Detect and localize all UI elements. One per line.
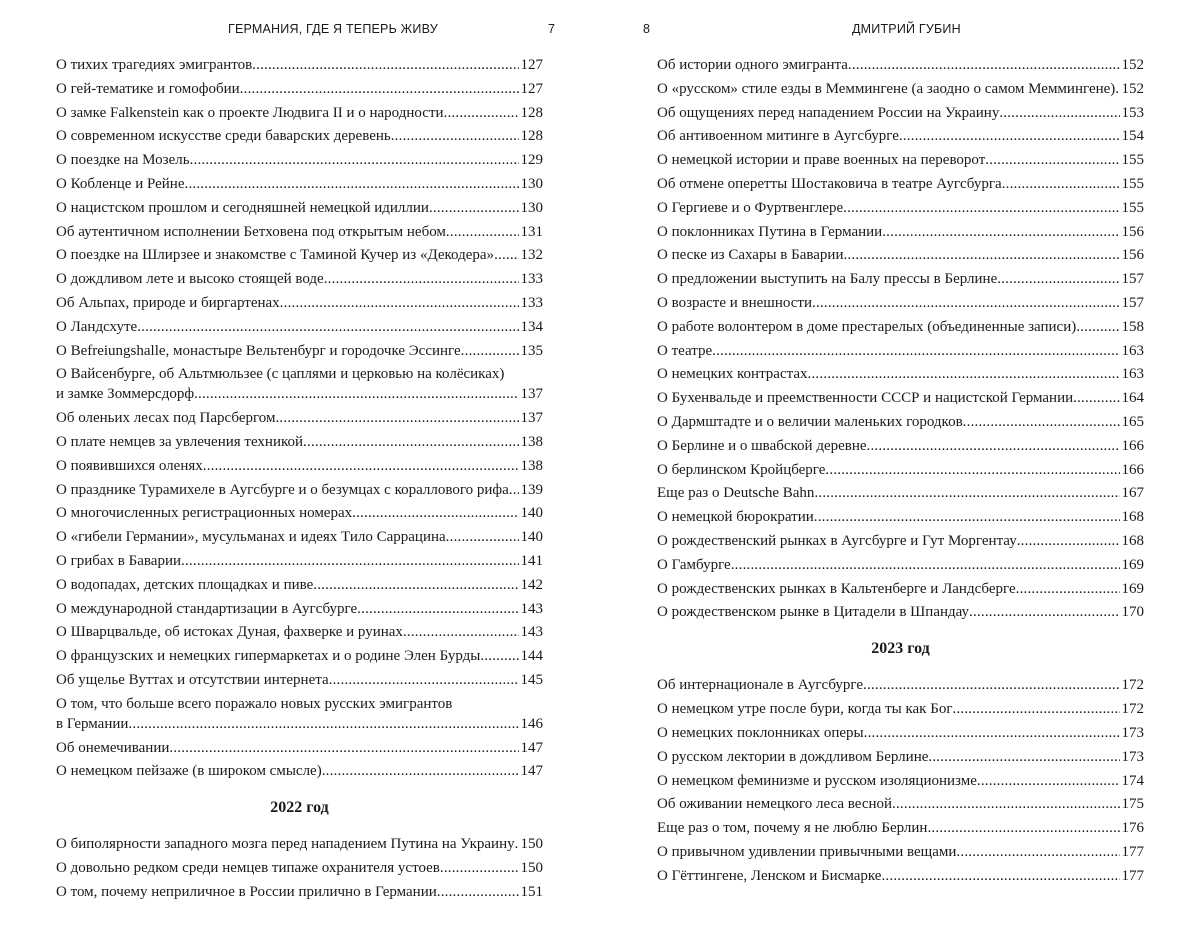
toc-entry: [657, 483, 1144, 503]
toc-entry-title: О Befreiungshalle, монастыре Вельтенбург и городочке Эссинге: [56, 342, 461, 359]
toc-entry-title: О «гибели Германии», мусульманах и идеях Тило Саррацина: [56, 529, 446, 546]
toc-entry-title: Об онемечивании: [56, 739, 170, 756]
toc-entry-title: О театре: [657, 342, 713, 359]
dot-leader: [322, 761, 519, 781]
toc-entry-title: Об ощущениях перед нападением России на Украину: [657, 104, 1000, 121]
toc-entry: [657, 79, 1144, 99]
toc-entry: [56, 599, 543, 619]
toc-entry-title: О поклонниках Путина в Германии: [657, 223, 883, 240]
toc-entry-title: О Дармштадте и о величии маленьких городков: [657, 413, 963, 430]
dot-leader: [963, 412, 1120, 432]
toc-entry: [657, 222, 1144, 242]
toc-entry-page: 168: [1121, 509, 1144, 526]
dot-leader: [812, 293, 1119, 313]
toc-entry: [56, 198, 543, 218]
toc-entry-title: О поездке на Шлирзее и знакомстве с Таминой Кучер из «Декодера»: [56, 247, 495, 264]
toc-entry-title: О Берлине и о швабской деревне: [657, 437, 867, 454]
toc-entry-page: 128: [520, 128, 543, 145]
toc-entry: [657, 341, 1144, 361]
toc-entry-title: О празднике Турамихеле в Аугсбурге и о безумцах с кораллового рифа: [56, 481, 509, 498]
dot-leader: [137, 317, 518, 337]
toc-entry-title: О рождественский рынках в Аугсбурге и Гут Моргентау: [657, 532, 1017, 549]
toc-entry: [657, 818, 1144, 838]
toc-entry-page: 170: [1121, 604, 1144, 621]
toc-entry-title: О Гёттингене, Ленском и Бисмарке: [657, 867, 882, 884]
dot-leader: [1073, 388, 1119, 408]
toc-section: [657, 55, 1144, 622]
toc-entry: [657, 388, 1144, 408]
toc-entry: [56, 527, 543, 547]
toc-entry-title: О тихих трагедиях эмигрантов: [56, 57, 253, 73]
toc-entry: [56, 761, 543, 781]
toc-entry: [657, 675, 1144, 695]
toc-entry-title: О появившихся оленях: [56, 457, 203, 474]
toc-entry-page: 177: [1121, 867, 1144, 884]
toc-entry-page: 152: [1121, 80, 1144, 97]
toc-entry-title: в Германии: [56, 715, 129, 732]
toc-entry-title: О «русском» стиле езды в Меммингене (а заодно о самом Меммингене): [657, 80, 1116, 97]
toc-entry: [657, 747, 1144, 767]
toc-entry: [657, 126, 1144, 146]
dot-leader: [446, 222, 519, 242]
toc-entry: [56, 103, 543, 123]
toc-entry: [657, 507, 1144, 527]
toc-entry-title: О возрасте и внешности: [657, 294, 813, 311]
dot-leader: [843, 245, 1119, 265]
toc-entry: [56, 222, 543, 242]
dot-leader: [429, 198, 519, 218]
toc-entry-page: 130: [520, 199, 543, 216]
toc-entry: [657, 794, 1144, 814]
dot-leader: [927, 818, 1119, 838]
toc-section: [56, 834, 543, 902]
dot-leader: [275, 408, 518, 428]
dot-leader: [444, 103, 519, 123]
toc-entry-page: 177: [1121, 843, 1144, 860]
toc-entry-title: Об оленьих лесах под Парсбергом: [56, 410, 276, 427]
toc-entry: [56, 503, 543, 523]
dot-leader: [731, 555, 1120, 575]
toc-entry: [56, 646, 543, 666]
toc-entry: [56, 408, 543, 428]
dot-leader: [814, 507, 1120, 527]
toc-entry: [657, 460, 1144, 480]
dot-leader: [352, 503, 518, 523]
dot-leader: [1017, 531, 1120, 551]
page-number: 7: [548, 22, 556, 36]
toc-entry: [657, 866, 1144, 886]
toc-entry: [657, 317, 1144, 337]
toc-entry-title: О русском лектории в дождливом Берлине: [657, 748, 929, 765]
dot-leader: [437, 882, 519, 902]
toc-entry-page: 169: [1121, 580, 1144, 597]
running-header-title: ДМИТРИЙ ГУБИН: [852, 22, 961, 36]
toc-entry-page: 147: [520, 763, 543, 780]
toc-entry-page: 133: [520, 271, 543, 288]
toc-entry: [657, 771, 1144, 791]
toc-entry: [56, 293, 543, 313]
dot-leader: [181, 551, 518, 571]
toc-entry-page: 172: [1121, 677, 1144, 694]
toc-entry: [56, 55, 543, 75]
toc-section: [657, 675, 1144, 885]
toc-entry-page: 165: [1121, 413, 1144, 430]
toc-entry-title: О Кобленце и Рейне: [56, 175, 185, 192]
toc-entry-page: 127: [520, 80, 543, 97]
dot-leader: [956, 842, 1119, 862]
toc-entry-page: 166: [1121, 461, 1144, 478]
toc-entry: [657, 150, 1144, 170]
toc-entry-page: 127: [520, 57, 543, 73]
year-heading: 2022 год: [270, 799, 329, 817]
toc-entry-title: О Бухенвальде и преемственности СССР и нацистской Германии: [657, 390, 1074, 407]
toc-entry-page: 158: [1121, 318, 1144, 335]
toc-entry-title: О международной стандартизации в Аугсбурге: [56, 600, 358, 617]
toc-entry-title: О многочисленных регистрационных номерах: [56, 505, 353, 522]
toc-entry-page: 155: [1121, 175, 1144, 192]
dot-leader: [1016, 579, 1120, 599]
dot-leader: [391, 126, 519, 146]
toc-entry: [56, 551, 543, 571]
dot-leader: [864, 723, 1120, 743]
toc-entry-title: О поездке на Мозель: [56, 152, 190, 169]
toc-entry-page: 168: [1121, 532, 1144, 549]
right-page: [600, 0, 1200, 925]
toc-entry-title: Об оживании немецкого леса весной: [657, 796, 893, 813]
toc-entry: [56, 622, 543, 642]
toc-entry-page: 173: [1121, 748, 1144, 765]
running-header-title: ГЕРМАНИЯ, ГДЕ Я ТЕПЕРЬ ЖИВУ: [228, 22, 438, 36]
toc-entry-page: 128: [520, 104, 543, 121]
dot-leader: [440, 858, 519, 878]
toc-entry: [56, 364, 543, 404]
toc-entry-page: 144: [520, 648, 543, 665]
dot-leader: [899, 126, 1120, 146]
toc-entry-title: Об отмене оперетты Шостаковича в театре Аугсбурга: [657, 175, 1002, 192]
toc-entry: [56, 126, 543, 146]
dot-leader: [997, 269, 1119, 289]
toc-entry-title: О современном искусстве среди баварских деревень: [56, 128, 391, 145]
toc-entry: [657, 245, 1144, 265]
toc-entry: [657, 555, 1144, 575]
toc-entry-page: 151: [520, 883, 543, 900]
toc-entry: [56, 738, 543, 758]
toc-entry-page: 145: [520, 671, 543, 688]
toc-entry: [56, 79, 543, 99]
toc-entry-page: 175: [1121, 796, 1144, 813]
toc-entry: [56, 858, 543, 878]
toc-entry-page: 140: [520, 505, 543, 522]
dot-leader: [461, 341, 519, 361]
toc-entry: [657, 699, 1144, 719]
toc-entry-title: О рождественском рынке в Цитадели в Шпандау: [657, 604, 970, 621]
toc-entry: [657, 364, 1144, 384]
toc-entry-title: О работе волонтером в доме престарелых (объединенные записи): [657, 318, 1077, 335]
toc-entry: [657, 103, 1144, 123]
dot-leader: [194, 384, 518, 404]
toc-entry: [657, 198, 1144, 218]
toc-entry-title: О французских и немецких гипермаркетах и о родине Элен Бурды: [56, 648, 481, 665]
dot-leader: [313, 575, 518, 595]
toc-entry-title: О довольно редком среди немцев типаже охранителя устоев: [56, 860, 440, 877]
toc-entry-title: О немецких контрастах: [657, 366, 808, 383]
toc-entry-page: 147: [520, 739, 543, 756]
toc-entry: [56, 317, 543, 337]
toc-entry: [657, 293, 1144, 313]
toc-entry-title: Еще раз о том, почему я не люблю Берлин: [657, 820, 928, 837]
toc-entry-title-line1: О Вайсенбурге, об Альтмюльзее (с цаплями и церковью на колёсиках): [56, 366, 505, 383]
dot-leader: [814, 483, 1119, 503]
toc-entry-page: 169: [1121, 556, 1144, 573]
toc-entry-page: 156: [1121, 247, 1144, 264]
toc-entry-title: О дождливом лете и высоко стоящей воде: [56, 271, 324, 288]
dot-leader: [203, 456, 519, 476]
toc-entry-page: 150: [520, 860, 543, 877]
toc-entry: [56, 694, 543, 734]
toc-entry-title: О берлинском Кройцберге: [657, 461, 826, 478]
toc-entry-title: О Гамбурге: [657, 556, 731, 573]
toc-entry-title: О плате немцев за увлечения техникой: [56, 433, 304, 450]
toc-entry-page: 163: [1121, 342, 1144, 359]
toc-entry: [56, 150, 543, 170]
toc-entry-title: О немецких поклонниках оперы: [657, 724, 864, 741]
toc-entry: [56, 432, 543, 452]
toc-entry-page: 143: [520, 624, 543, 641]
dot-leader: [1002, 174, 1120, 194]
dot-leader: [324, 269, 519, 289]
toc-entry-title: Об Альпах, природе и биргартенах: [56, 294, 280, 311]
dot-leader: [848, 55, 1120, 75]
dot-leader: [953, 699, 1120, 719]
toc-entry-page: 157: [1121, 271, 1144, 288]
toc-entry-title: О немецком утре после бури, когда ты как Бог: [657, 701, 953, 718]
toc-entry-page: 132: [520, 247, 543, 264]
dot-leader: [867, 436, 1120, 456]
toc-entry-title: О Ландсхуте: [56, 318, 138, 335]
toc-entry-page: 138: [520, 457, 543, 474]
toc-entry-page: 174: [1121, 772, 1144, 789]
dot-leader: [1076, 317, 1119, 337]
toc-entry-page: 173: [1121, 724, 1144, 741]
toc-entry-title: О предложении выступить на Балу прессы в Берлине: [657, 271, 998, 288]
toc-entry: [657, 602, 1144, 622]
dot-leader: [403, 622, 519, 642]
toc-entry-page: 146: [520, 715, 543, 732]
toc-entry: [657, 579, 1144, 599]
dot-leader: [892, 794, 1119, 814]
toc-entry: [56, 341, 543, 361]
toc-entry-title: О рождественских рынках в Кальтенберге и Ландсберге: [657, 580, 1016, 597]
toc-entry-title-line1: О том, что больше всего поражало новых русских эмигрантов: [56, 695, 453, 712]
toc-entry-title: Об антивоенном митинге в Аугсбурге: [657, 128, 899, 145]
toc-entry: [56, 670, 543, 690]
dot-leader: [509, 480, 519, 500]
toc-entry: [56, 882, 543, 902]
toc-entry: [657, 55, 1144, 75]
toc-entry-title: О песке из Сахары в Баварии: [657, 247, 844, 264]
dot-leader: [881, 866, 1119, 886]
dot-leader: [446, 527, 519, 547]
toc-entry-page: 155: [1121, 152, 1144, 169]
toc-entry-title: О немецком пейзаже (в широком смысле): [56, 763, 322, 780]
toc-entry: [657, 174, 1144, 194]
toc-entry-page: 135: [520, 342, 543, 359]
toc-entry: [56, 834, 543, 854]
toc-entry-page: 131: [520, 223, 543, 240]
toc-list: [56, 55, 543, 906]
dot-leader: [999, 103, 1119, 123]
toc-entry-title: Еще раз о Deutsche Bahn: [657, 485, 815, 502]
toc-entry: [56, 245, 543, 265]
toc-list: [657, 55, 1144, 890]
dot-leader: [882, 222, 1119, 242]
year-heading: 2023 год: [871, 640, 930, 658]
toc-entry-page: 141: [520, 552, 543, 569]
dot-leader: [494, 245, 518, 265]
toc-entry-page: 156: [1121, 223, 1144, 240]
toc-entry: [56, 575, 543, 595]
toc-entry-title: Об интернационале в Аугсбурге: [657, 677, 864, 694]
dot-leader: [977, 771, 1120, 791]
toc-entry-title: О немецкой бюрократии: [657, 509, 814, 526]
toc-entry-page: 137: [520, 386, 543, 403]
toc-entry-title: О Гергиеве и о Фуртвенглере: [657, 199, 844, 216]
dot-leader: [985, 150, 1119, 170]
toc-entry-page: 172: [1121, 701, 1144, 718]
dot-leader: [169, 738, 518, 758]
toc-entry-page: 164: [1121, 390, 1144, 407]
toc-entry-page: 163: [1121, 366, 1144, 383]
dot-leader: [969, 602, 1119, 622]
toc-entry-title: О немецкой истории и праве военных на переворот: [657, 152, 986, 169]
toc-entry-page: 150: [520, 836, 543, 853]
toc-entry-page: 143: [520, 600, 543, 617]
dot-leader: [185, 174, 519, 194]
toc-entry-page: 153: [1121, 104, 1144, 121]
toc-entry-page: 155: [1121, 199, 1144, 216]
toc-entry-page: 142: [520, 576, 543, 593]
dot-leader: [329, 670, 519, 690]
dot-leader: [280, 293, 519, 313]
toc-entry: [657, 723, 1144, 743]
toc-entry-page: 133: [520, 294, 543, 311]
toc-entry-title: О Шварцвальде, об истоках Дуная, фахверке и руинах: [56, 624, 403, 641]
dot-leader: [240, 79, 519, 99]
toc-entry-title: Об истории одного эмигранта: [657, 57, 848, 73]
toc-entry-page: 166: [1121, 437, 1144, 454]
toc-entry-page: 139: [520, 481, 543, 498]
toc-entry-page: 130: [520, 175, 543, 192]
toc-entry-page: 154: [1121, 128, 1144, 145]
toc-entry: [56, 456, 543, 476]
toc-entry-title: Об ущелье Вуттах и отсутствии интернета: [56, 671, 329, 688]
dot-leader: [863, 675, 1119, 695]
dot-leader: [252, 55, 518, 75]
toc-entry-title: и замке Зоммерсдорф: [56, 386, 195, 403]
toc-entry-title: О замке Falkenstein как о проекте Людвига II и о народности: [56, 104, 444, 121]
dot-leader: [928, 747, 1119, 767]
toc-entry-title: Об аутентичном исполнении Бетховена под открытым небом: [56, 223, 446, 240]
dot-leader: [480, 646, 518, 666]
toc-entry-title: О привычном удивлении привычными вещами: [657, 843, 957, 860]
toc-entry: [657, 531, 1144, 551]
dot-leader: [712, 341, 1119, 361]
toc-entry-title: О немецком феминизме и русском изоляционизме: [657, 772, 977, 789]
dot-leader: [843, 198, 1119, 218]
toc-entry: [56, 480, 543, 500]
toc-entry-title: О нацистском прошлом и сегодняшней немецкой идиллии: [56, 199, 429, 216]
toc-entry-page: 137: [520, 410, 543, 427]
toc-entry-page: 140: [520, 529, 543, 546]
toc-entry-page: 176: [1121, 820, 1144, 837]
page-number: 8: [643, 22, 651, 36]
toc-entry: [657, 412, 1144, 432]
toc-entry-title: О биполярности западного мозга перед нападением Путина на Украину: [56, 836, 515, 853]
toc-entry-page: 157: [1121, 294, 1144, 311]
toc-entry-page: 138: [520, 433, 543, 450]
dot-leader: [825, 460, 1119, 480]
dot-leader: [357, 599, 518, 619]
toc-entry-page: 167: [1121, 485, 1144, 502]
toc-entry: [56, 269, 543, 289]
toc-entry-page: 152: [1121, 57, 1144, 73]
toc-entry: [657, 269, 1144, 289]
toc-entry: [657, 842, 1144, 862]
toc-entry-title: О том, почему неприличное в России прилично в Германии: [56, 883, 437, 900]
toc-entry-page: 129: [520, 152, 543, 169]
toc-entry-title: О водопадах, детских площадках и пиве: [56, 576, 314, 593]
dot-leader: [303, 432, 518, 452]
toc-entry: [56, 174, 543, 194]
toc-entry-title: О гей-тематике и гомофобии: [56, 80, 240, 97]
dot-leader: [190, 150, 519, 170]
toc-entry-page: 134: [520, 318, 543, 335]
dot-leader: [808, 364, 1120, 384]
toc-entry-title: О грибах в Баварии: [56, 552, 182, 569]
toc-section: [56, 55, 543, 781]
toc-entry: [657, 436, 1144, 456]
dot-leader: [128, 714, 518, 734]
